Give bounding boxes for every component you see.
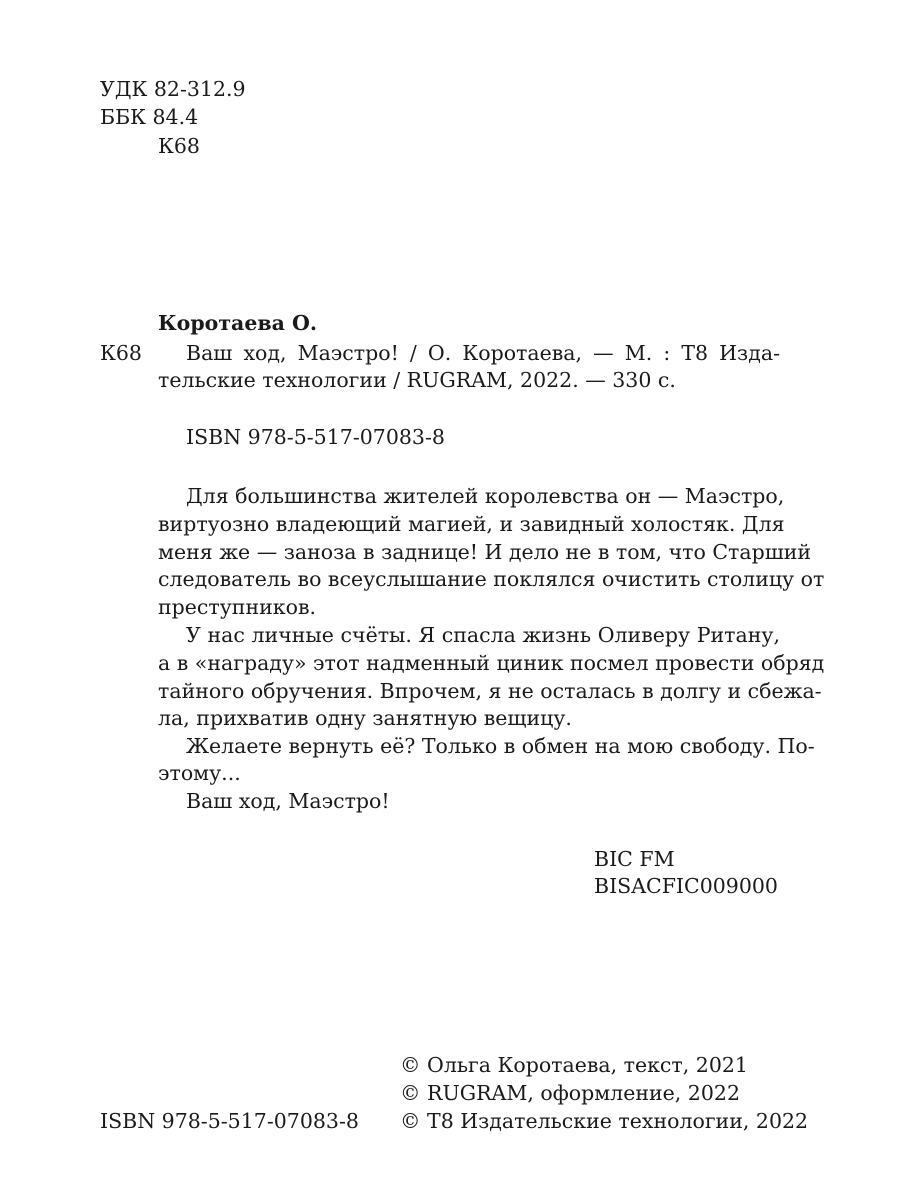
annotation-line: У нас личные счёты. Я спасла жизнь Оливеру Ритану,: [186, 623, 780, 647]
catalog-description-line-1: Ваш ход, Маэстро! / О. Коротаева, — М. : Т8 Изда-: [186, 341, 780, 365]
annotation-line: тайного обручения. Впрочем, я не осталась в долгу и сбежа-: [158, 679, 822, 703]
bbk-code: ББК 84.4: [100, 105, 199, 129]
copyright-line: © Т8 Издательские технологии, 2022: [400, 1109, 809, 1133]
bisac-code: BISACFIC009000: [594, 874, 778, 898]
catalog-author: Коротаева О.: [158, 311, 318, 335]
annotation-line: преступников.: [158, 595, 317, 619]
author-mark: К68: [158, 134, 200, 158]
udk-code: УДК 82-312.9: [100, 77, 246, 101]
annotation-line: меня же — заноза в заднице! И дело не в том, что Старший: [158, 540, 812, 564]
catalog-description-line-2: тельские технологии / RUGRAM, 2022. — 330 с.: [158, 368, 676, 392]
bottom-isbn: ISBN 978-5-517-07083-8: [100, 1109, 359, 1133]
copyright-line: © RUGRAM, оформление, 2022: [400, 1081, 740, 1105]
annotation-line: следователь во всеуслышание поклялся очистить столицу от: [158, 567, 825, 591]
catalog-mark: К68: [100, 341, 142, 365]
annotation-line: а в «награду» этот надменный циник посмел провести обряд: [158, 651, 825, 675]
annotation-line: Ваш ход, Маэстро!: [186, 789, 390, 813]
annotation-line: Для большинства жителей королевства он — Маэстро,: [186, 484, 785, 508]
copyright-line: © Ольга Коротаева, текст, 2021: [400, 1053, 748, 1077]
catalog-isbn: ISBN 978-5-517-07083-8: [186, 425, 445, 449]
annotation-line: ла, прихватив одну занятную вещицу.: [158, 706, 572, 730]
bic-code: BIC FM: [594, 847, 675, 871]
annotation-line: виртуозно владеющий магией, и завидный холостяк. Для: [158, 512, 785, 536]
annotation-line: Желаете вернуть её? Только в обмен на мою свободу. По-: [186, 734, 815, 758]
annotation-line: этому...: [158, 761, 241, 785]
